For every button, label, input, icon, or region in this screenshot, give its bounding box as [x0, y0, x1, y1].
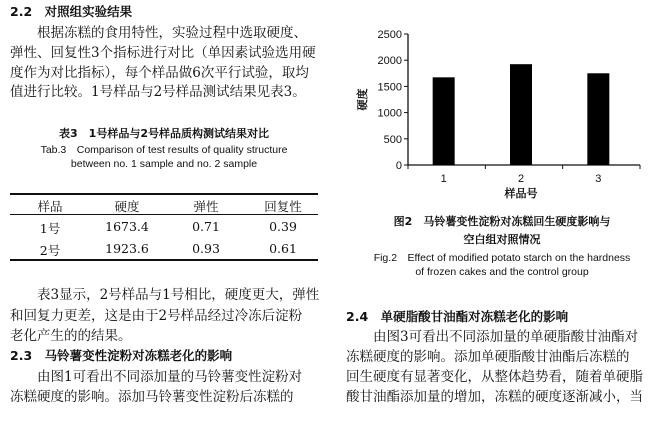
table-caption-en: Tab.3 Comparison of test results of quality structure	[40, 144, 288, 156]
table-cell: 1号	[39, 221, 61, 236]
y-axis-label: 硬度	[357, 88, 369, 111]
x-axis-label: 样品号	[504, 188, 538, 200]
section-2-4-heading: 2.4 单硬脂酸甘油酯对冻糕老化的影响	[346, 309, 569, 324]
table-mid-rule	[10, 214, 318, 215]
table-cell: 0.39	[269, 219, 297, 234]
paragraph-line: 值进行比较。1号样品与2号样品测试结果见表3。	[10, 84, 306, 100]
bar	[587, 73, 609, 165]
table-top-rule	[10, 193, 318, 195]
paragraph-line: 酸甘油酯添加量的增加，冻糕的硬度逐渐减小，当	[346, 389, 643, 405]
table-header: 弹性	[193, 199, 219, 214]
y-tick-label: 2500	[377, 29, 402, 41]
figure-caption-cn: 图2 马铃薯变性淀粉对冻糕回生硬度影响与	[393, 215, 611, 228]
x-tick-label: 2	[517, 173, 525, 185]
table-bottom-rule	[10, 259, 318, 261]
paragraph-line: 和回复力更差，这是由于2号样品经过冷冻后淀粉	[10, 308, 303, 324]
section-2-3-heading: 2.3 马铃薯变性淀粉对冻糕老化的影响	[10, 348, 233, 363]
table-cell: 1923.6	[105, 241, 149, 256]
bar	[433, 77, 455, 165]
paragraph-line: 老化产生的的结果。	[10, 328, 132, 344]
x-tick-label: 3	[595, 173, 602, 185]
y-tick-label: 0	[395, 160, 402, 172]
paragraph-line: 由图1可看出不同添加量的马铃薯变性淀粉对	[10, 369, 303, 385]
y-tick-label: 2000	[377, 55, 402, 68]
table-cell: 0.71	[192, 219, 220, 234]
paragraph-line: 冻糕硬度的影响。添加马铃薯变性淀粉后冻糕的	[10, 389, 294, 405]
y-tick-label: 1500	[377, 81, 402, 94]
figure-caption-en: of frozen cakes and the control group	[415, 266, 589, 278]
table-cell: 0.61	[269, 241, 297, 256]
y-tick-label: 500	[383, 133, 402, 146]
table-header: 回复性	[264, 199, 302, 214]
paragraph-line: 回生硬度有显著变化，从整体趋势看，随着单硬脂	[346, 369, 643, 385]
table-caption-cn: 表3 1号样品与2号样品质构测试结果对比	[59, 127, 269, 140]
paragraph-line: 弹性、回复性3个指标进行对比（单因素试验选用硬	[10, 45, 316, 61]
table-header: 样品	[37, 199, 63, 214]
paragraph-line: 冻糕硬度的影响。添加单硬脂酸甘油酯后冻糕的	[346, 349, 630, 365]
paragraph-line: 表3显示，2号样品与1号相比，硬度更大，弹性	[10, 287, 320, 303]
table-cell: 1673.4	[105, 219, 149, 234]
bar	[510, 64, 532, 165]
table-caption-en: between no. 1 sample and no. 2 sample	[70, 158, 258, 170]
bar-chart	[340, 20, 664, 200]
figure-caption-en: Fig.2 Effect of modified potato starch on the hardness	[373, 252, 631, 264]
paragraph-line: 度作为对比指标），每个样品做6次平行试验，取均	[10, 65, 309, 81]
paragraph-line: 由图3可看出不同添加量的单硬脂酸甘油酯对	[346, 329, 639, 345]
y-tick-label: 1000	[377, 107, 402, 120]
table-cell: 0.93	[192, 241, 220, 256]
section-2-2-heading: 2.2 对照组实验结果	[10, 4, 133, 19]
table-header: 硬度	[114, 199, 140, 214]
x-tick-label: 1	[440, 173, 447, 185]
figure-caption-cn: 空白组对照情况	[463, 233, 541, 246]
table-cell: 2号	[39, 243, 61, 258]
paragraph-line: 根据冻糕的食用特性，实验过程中选取硬度、	[10, 25, 307, 41]
